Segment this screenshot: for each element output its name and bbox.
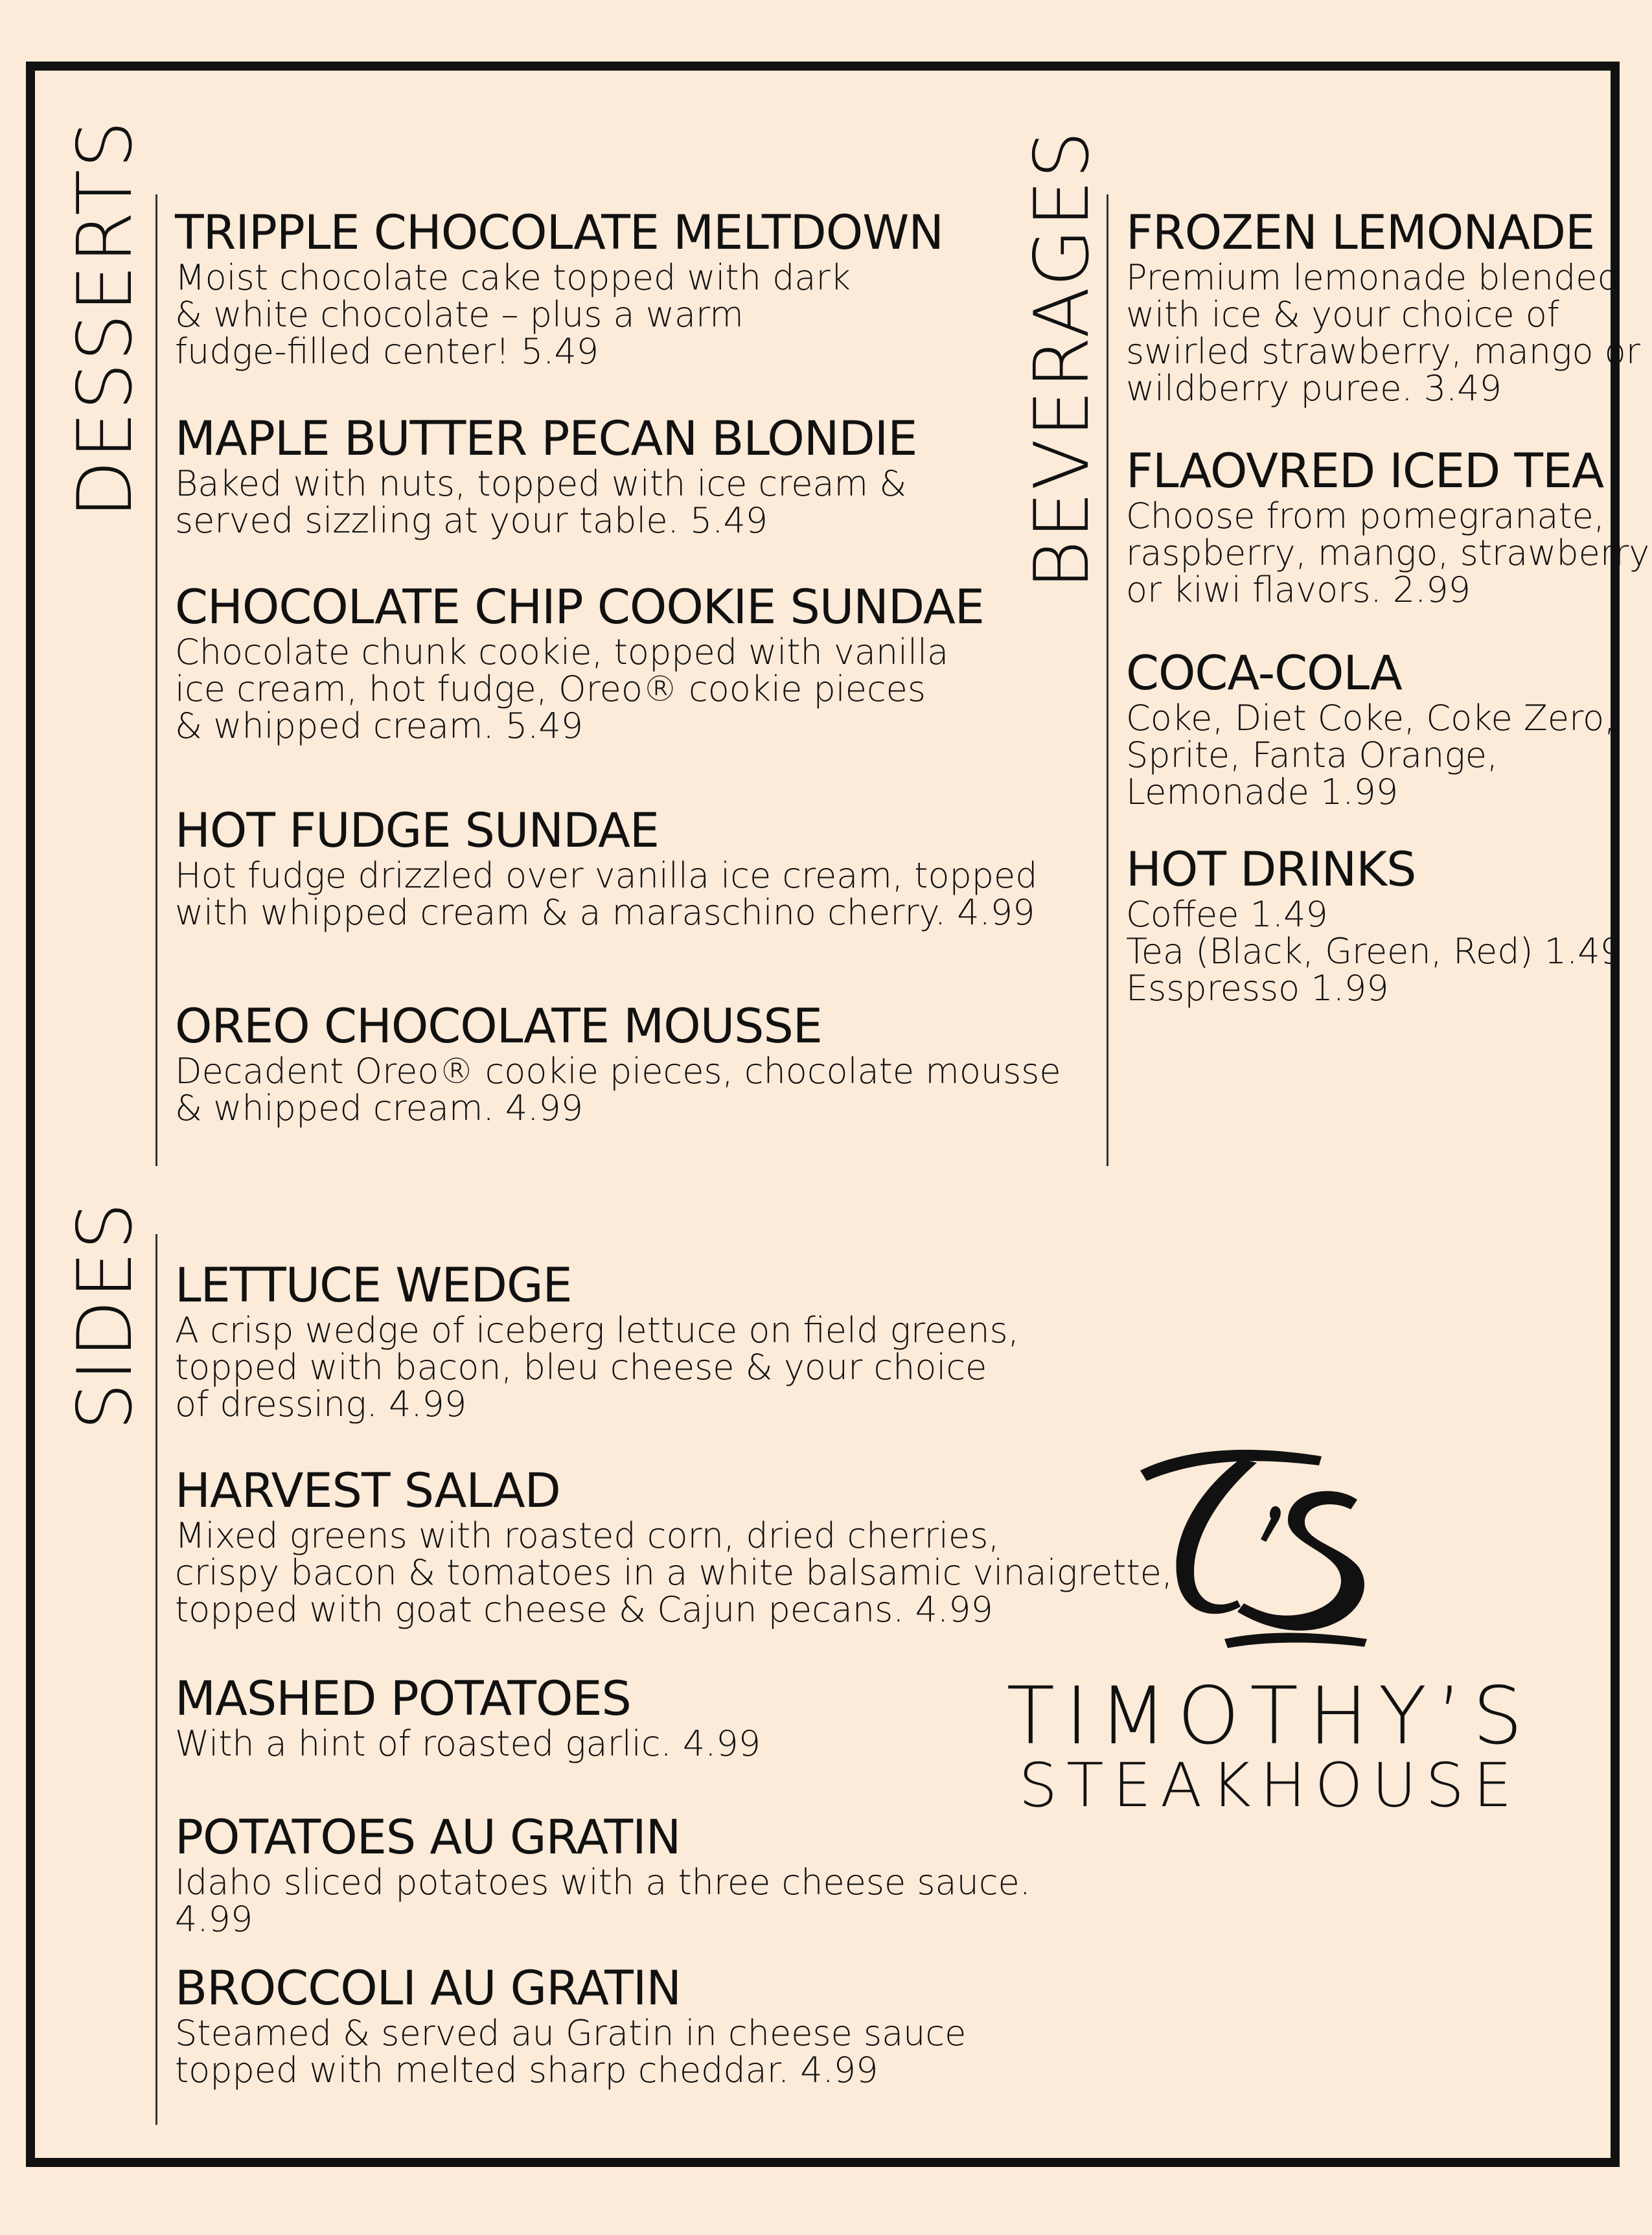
restaurant-name-line2: STEAKHOUSE xyxy=(1018,1750,1521,1821)
item-description: Idaho sliced potatoes with a three cheese sauce. 4.99 xyxy=(175,1862,1031,1940)
item-name: TRIPPLE CHOCOLATE MELTDOWN xyxy=(175,205,943,260)
item-name: MASHED POTATOES xyxy=(175,1671,631,1726)
beverages-divider xyxy=(1107,194,1108,1166)
beverage-item xyxy=(1126,648,1615,810)
item-description: Baked with nuts, topped with ice cream & served sizzling at your table. 5.49 xyxy=(175,463,907,541)
dessert-item xyxy=(175,207,943,370)
item-description: Choose from pomegranate, raspberry, mango, strawberry or kiwi flavors. 2.99 xyxy=(1126,496,1650,610)
item-name: HOT FUDGE SUNDAE xyxy=(175,803,660,858)
side-item xyxy=(175,1812,1031,1938)
item-description: A crisp wedge of iceberg lettuce on field greens, topped with bacon, bleu cheese & your choice of dressing. 4.99 xyxy=(175,1310,1019,1425)
item-description: Chocolate chunk cookie, topped with vanilla ice cream, hot fudge, Oreo® cookie pieces & whipped cream. 5.49 xyxy=(175,632,949,746)
item-name: CHOCOLATE CHIP COOKIE SUNDAE xyxy=(175,580,984,635)
item-description: Steamed & served au Gratin in cheese sauce topped with melted sharp cheddar. 4.99 xyxy=(175,2013,967,2091)
dessert-item xyxy=(175,413,917,539)
sides-divider xyxy=(155,1234,157,2125)
item-description: Coke, Diet Coke, Coke Zero, Sprite, Fanta Orange, Lemonade 1.99 xyxy=(1126,698,1616,812)
item-description: Coffee 1.49 Tea (Black, Green, Red) 1.49 Esspresso 1.99 xyxy=(1126,894,1623,1009)
side-item xyxy=(175,1260,1019,1423)
item-name: HOT DRINKS xyxy=(1126,842,1416,897)
side-item xyxy=(175,1963,966,2089)
dessert-item xyxy=(175,1001,1061,1127)
item-name: MAPLE BUTTER PECAN BLONDIE xyxy=(175,411,917,466)
item-description: Premium lemonade blended with ice & your choice of swirled strawberry, mango or wildberry puree. 3.49 xyxy=(1126,257,1640,409)
beverages-heading: BEVERAGES xyxy=(1018,130,1106,590)
item-name: LETTUCE WEDGE xyxy=(175,1258,572,1313)
item-name: HARVEST SALAD xyxy=(175,1463,560,1519)
desserts-divider xyxy=(155,194,157,1166)
dessert-item xyxy=(175,805,1038,931)
item-name: POTATOES AU GRATIN xyxy=(175,1810,681,1865)
beverage-item xyxy=(1126,207,1640,407)
item-name: OREO CHOCOLATE MOUSSE xyxy=(175,999,822,1054)
item-description: Decadent Oreo® cookie pieces, chocolate mousse & whipped cream. 4.99 xyxy=(175,1051,1061,1129)
sides-heading: SIDES xyxy=(62,1200,149,1430)
item-name: COCA-COLA xyxy=(1126,646,1402,701)
desserts-heading: DESSERTS xyxy=(62,119,149,518)
restaurant-name-line1: TIMOTHY’S xyxy=(1006,1670,1533,1762)
dessert-item xyxy=(175,582,984,744)
side-item xyxy=(175,1465,1173,1628)
beverage-item xyxy=(1126,446,1649,608)
beverage-item xyxy=(1126,844,1622,1007)
item-description: With a hint of roasted garlic. 4.99 xyxy=(175,1723,761,1764)
item-name: BROCCOLI AU GRATIN xyxy=(175,1961,681,2016)
item-name: FROZEN LEMONADE xyxy=(1126,205,1595,260)
item-description: Moist chocolate cake topped with dark & white chocolate – plus a warm fudge-filled center! 5.49 xyxy=(175,257,851,372)
item-description: Mixed greens with roasted corn, dried cherries, crispy bacon & tomatoes in a white balsamic vinaigrette, topped with goat cheese & Cajun pecans. 4.99 xyxy=(175,1515,1173,1630)
item-name: FLAOVRED ICED TEA xyxy=(1126,444,1604,499)
ts-monogram-logo xyxy=(1127,1445,1399,1658)
side-item xyxy=(175,1673,761,1762)
item-description: Hot fudge drizzled over vanilla ice cream, topped with whipped cream & a maraschino cherry. 4.99 xyxy=(175,855,1038,933)
